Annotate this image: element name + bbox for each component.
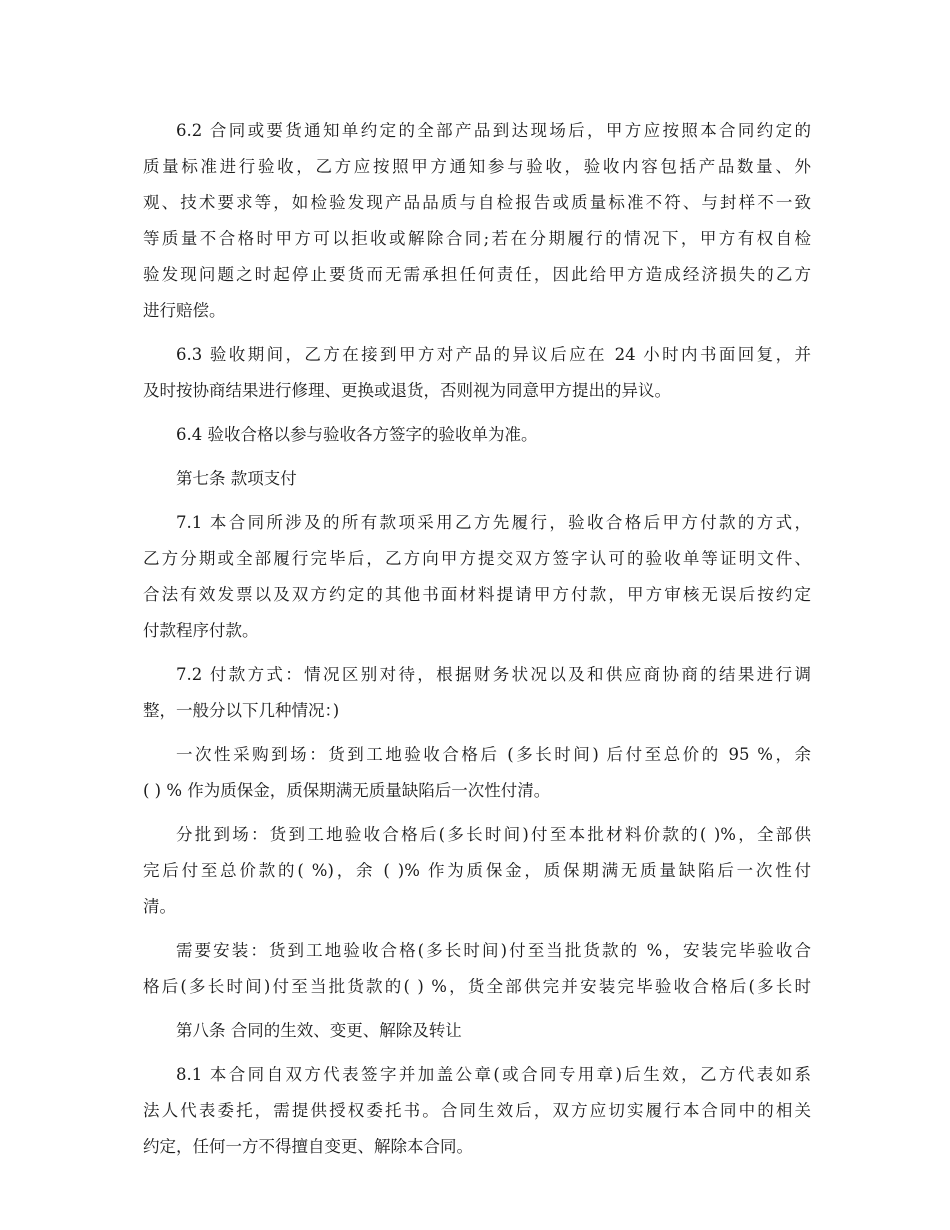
text-line: 6.2 合同或要货通知单约定的全部产品到达现场后，甲方应按照本合同约定的 bbox=[176, 121, 811, 140]
text-line: 进行赔偿。 bbox=[143, 301, 226, 320]
payment-option-installation bbox=[143, 933, 811, 1005]
text-line: 一次性采购到场：货到工地验收合格后 (多长时间) 后付至总价的 95 %，余 bbox=[176, 745, 811, 764]
text-line: 付款程序付款。 bbox=[143, 621, 259, 640]
text-line: 及时按协商结果进行修理、更换或退货，否则视为同意甲方提出的异议。 bbox=[143, 381, 671, 400]
payment-option-one-time bbox=[143, 737, 811, 809]
text-line: 等质量不合格时甲方可以拒收或解除合同;若在分期履行的情况下，甲方有权自检 bbox=[143, 229, 811, 248]
clause-6-4 bbox=[143, 417, 811, 453]
text-line: 观、技术要求等，如检验发现产品品质与自检报告或质量标准不符、与封样不一致 bbox=[143, 193, 811, 212]
clause-6-2 bbox=[143, 113, 811, 329]
text-line: 法人代表委托，需提供授权委托书。合同生效后，双方应切实履行本合同中的相关 bbox=[143, 1101, 811, 1120]
section-heading: 第八条 合同的生效、变更、解除及转让 bbox=[176, 1021, 462, 1040]
text-line: 完后付至总价款的( %)，余 ( )% 作为质保金，质保期满无质量缺陷后一次性付 bbox=[143, 861, 811, 880]
payment-option-batch bbox=[143, 817, 811, 925]
text-line: 7.2 付款方式：情况区别对待，根据财务状况以及和供应商协商的结果进行调 bbox=[176, 665, 811, 684]
text-line: 验发现问题之时起停止要货而无需承担任何责任，因此给甲方造成经济损失的乙方 bbox=[143, 265, 811, 284]
clause-6-3 bbox=[143, 337, 811, 409]
clause-7-1 bbox=[143, 505, 811, 649]
text-line: 需要安装：货到工地验收合格(多长时间)付至当批货款的 %，安装完毕验收合 bbox=[176, 941, 811, 960]
text-line: 6.4 验收合格以参与验收各方签字的验收单为准。 bbox=[176, 425, 538, 444]
text-line: ( ) % 作为质保金，质保期满无质量缺陷后一次性付清。 bbox=[143, 781, 551, 800]
text-line: 格后(多长时间)付至当批货款的( ) %，货全部供完并安装完毕验收合格后(多长时 bbox=[143, 977, 811, 996]
text-line: 乙方分期或全部履行完毕后，乙方向甲方提交双方签字认可的验收单等证明文件、 bbox=[143, 549, 811, 568]
section-heading: 第七条 款项支付 bbox=[176, 469, 297, 488]
text-line: 合法有效发票以及双方约定的其他书面材料提请甲方付款，甲方审核无误后按约定 bbox=[143, 585, 811, 604]
article-8-heading bbox=[143, 1013, 811, 1049]
text-line: 整，一般分以下几种情况：) bbox=[143, 701, 340, 720]
text-line: 清。 bbox=[143, 897, 176, 916]
text-line: 分批到场：货到工地验收合格后(多长时间)付至本批材料价款的( )%，全部供 bbox=[176, 825, 811, 844]
text-line: 7.1 本合同所涉及的所有款项采用乙方先履行，验收合格后甲方付款的方式， bbox=[176, 513, 811, 532]
text-line: 约定，任何一方不得擅自变更、解除本合同。 bbox=[143, 1137, 473, 1156]
text-line: 质量标准进行验收，乙方应按照甲方通知参与验收，验收内容包括产品数量、外 bbox=[143, 157, 811, 176]
text-line: 8.1 本合同自双方代表签字并加盖公章(或合同专用章)后生效，乙方代表如系 bbox=[176, 1065, 811, 1084]
clause-8-1 bbox=[143, 1057, 811, 1165]
article-7-heading bbox=[143, 461, 811, 497]
clause-7-2 bbox=[143, 657, 811, 729]
text-line: 6.3 验收期间，乙方在接到甲方对产品的异议后应在 24 小时内书面回复，并 bbox=[176, 345, 811, 364]
document-body bbox=[143, 113, 811, 1173]
